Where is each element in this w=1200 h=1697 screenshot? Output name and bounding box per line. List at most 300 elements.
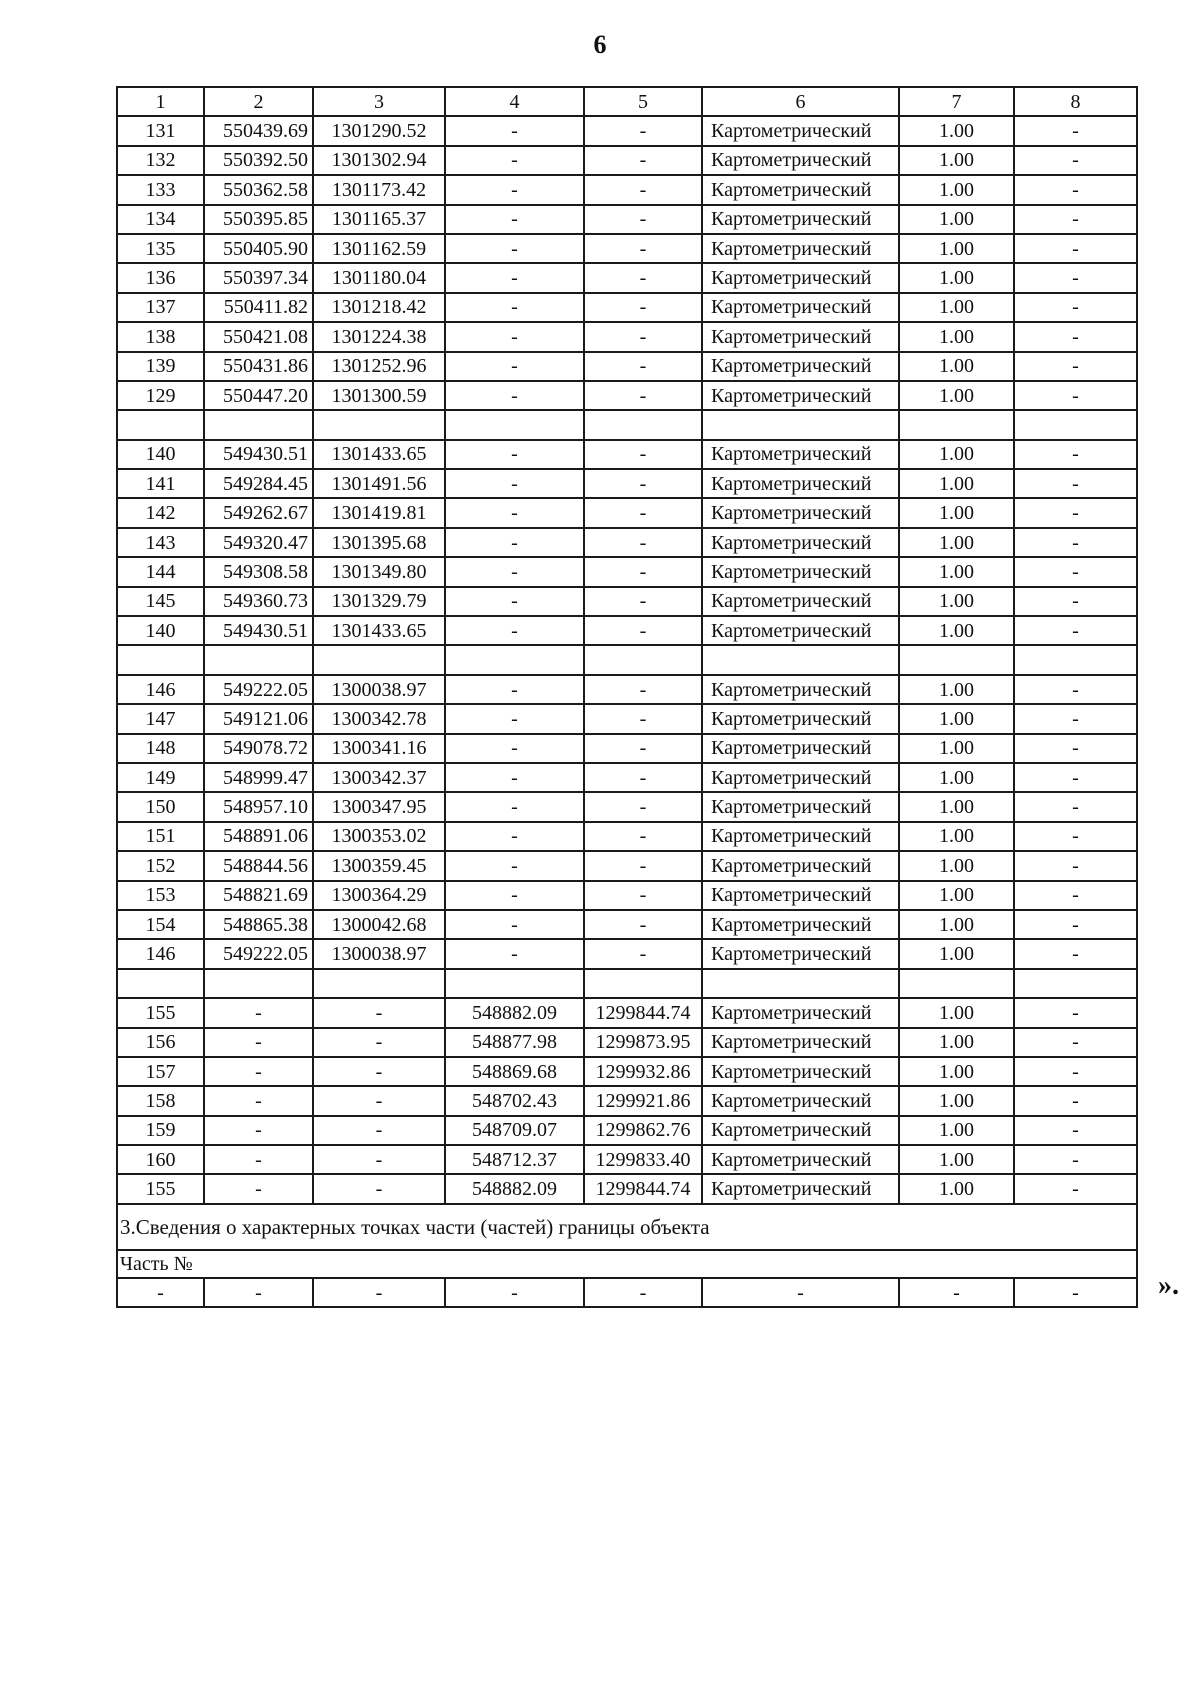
accuracy-cell: 1.00	[899, 998, 1014, 1027]
point-number-cell: 133	[117, 175, 204, 204]
method-cell: Картометрический	[702, 939, 899, 968]
description-cell: -	[1014, 381, 1137, 410]
table-row	[117, 381, 1137, 410]
empty-cell	[702, 410, 899, 439]
x-new-cell: 548702.43	[445, 1086, 584, 1115]
accuracy-cell: 1.00	[899, 263, 1014, 292]
y-new-cell: -	[584, 234, 702, 263]
method-cell: Картометрический	[702, 557, 899, 586]
x-cell: 550392.50	[204, 146, 313, 175]
point-number-cell: 146	[117, 939, 204, 968]
table-row	[117, 1116, 1137, 1145]
x-cell: 549078.72	[204, 734, 313, 763]
y-cell: -	[313, 998, 445, 1027]
column-header: 2	[204, 87, 313, 116]
table-row	[117, 116, 1137, 145]
column-header: 7	[899, 87, 1014, 116]
table-row	[117, 263, 1137, 292]
description-cell: -	[1014, 734, 1137, 763]
y-new-cell: 1299844.74	[584, 1174, 702, 1203]
x-new-cell: -	[445, 440, 584, 469]
method-cell: Картометрический	[702, 205, 899, 234]
final-cell: -	[702, 1278, 899, 1307]
x-cell: 550439.69	[204, 116, 313, 145]
empty-cell	[584, 645, 702, 674]
y-new-cell: -	[584, 528, 702, 557]
accuracy-cell: 1.00	[899, 616, 1014, 645]
y-cell: -	[313, 1057, 445, 1086]
group-separator-row	[117, 645, 1137, 674]
y-new-cell: -	[584, 175, 702, 204]
description-cell: -	[1014, 1145, 1137, 1174]
section-3-title: 3.Сведения о характерных точках части (частей) границы объекта	[117, 1204, 1137, 1250]
table-row	[117, 998, 1137, 1027]
empty-cell	[204, 969, 313, 998]
method-cell: Картометрический	[702, 293, 899, 322]
y-new-cell: -	[584, 881, 702, 910]
y-new-cell: 1299862.76	[584, 1116, 702, 1145]
x-cell: 548821.69	[204, 881, 313, 910]
description-cell: -	[1014, 822, 1137, 851]
x-new-cell: -	[445, 822, 584, 851]
final-cell: -	[204, 1278, 313, 1307]
description-cell: -	[1014, 1116, 1137, 1145]
part-label-row	[117, 1250, 1137, 1278]
accuracy-cell: 1.00	[899, 352, 1014, 381]
method-cell: Картометрический	[702, 675, 899, 704]
x-cell: 549262.67	[204, 498, 313, 527]
y-new-cell: -	[584, 822, 702, 851]
accuracy-cell: 1.00	[899, 704, 1014, 733]
y-cell: 1301252.96	[313, 352, 445, 381]
point-number-cell: 135	[117, 234, 204, 263]
accuracy-cell: 1.00	[899, 1028, 1014, 1057]
x-new-cell: -	[445, 381, 584, 410]
point-number-cell: 139	[117, 352, 204, 381]
x-new-cell: -	[445, 263, 584, 292]
point-number-cell: 138	[117, 322, 204, 351]
x-cell: -	[204, 1028, 313, 1057]
closing-quote-icon: ».	[1158, 1270, 1179, 1301]
table-row	[117, 146, 1137, 175]
y-new-cell: -	[584, 263, 702, 292]
point-number-cell: 131	[117, 116, 204, 145]
method-cell: Картометрический	[702, 763, 899, 792]
point-number-cell: 150	[117, 792, 204, 821]
x-cell: -	[204, 1116, 313, 1145]
y-new-cell: -	[584, 293, 702, 322]
y-new-cell: -	[584, 557, 702, 586]
accuracy-cell: 1.00	[899, 939, 1014, 968]
y-cell: 1301329.79	[313, 587, 445, 616]
y-new-cell: 1299873.95	[584, 1028, 702, 1057]
final-cell: -	[313, 1278, 445, 1307]
method-cell: Картометрический	[702, 734, 899, 763]
x-new-cell: -	[445, 352, 584, 381]
x-new-cell: -	[445, 234, 584, 263]
table-row	[117, 763, 1137, 792]
accuracy-cell: 1.00	[899, 293, 1014, 322]
description-cell: -	[1014, 352, 1137, 381]
x-cell: 548999.47	[204, 763, 313, 792]
table-row	[117, 322, 1137, 351]
y-cell: 1301162.59	[313, 234, 445, 263]
point-number-cell: 143	[117, 528, 204, 557]
x-new-cell: 548877.98	[445, 1028, 584, 1057]
table-row	[117, 440, 1137, 469]
y-cell: 1301491.56	[313, 469, 445, 498]
method-cell: Картометрический	[702, 146, 899, 175]
x-cell: 549222.05	[204, 675, 313, 704]
x-cell: 550405.90	[204, 234, 313, 263]
y-cell: 1301165.37	[313, 205, 445, 234]
x-new-cell: -	[445, 763, 584, 792]
description-cell: -	[1014, 146, 1137, 175]
x-cell: 550411.82	[204, 293, 313, 322]
point-number-cell: 159	[117, 1116, 204, 1145]
empty-cell	[899, 969, 1014, 998]
y-cell: 1301173.42	[313, 175, 445, 204]
method-cell: Картометрический	[702, 587, 899, 616]
x-new-cell: -	[445, 881, 584, 910]
accuracy-cell: 1.00	[899, 146, 1014, 175]
method-cell: Картометрический	[702, 352, 899, 381]
empty-cell	[899, 410, 1014, 439]
table-row	[117, 910, 1137, 939]
accuracy-cell: 1.00	[899, 910, 1014, 939]
empty-cell	[117, 969, 204, 998]
y-cell: 1301180.04	[313, 263, 445, 292]
table-row	[117, 939, 1137, 968]
method-cell: Картометрический	[702, 440, 899, 469]
description-cell: -	[1014, 293, 1137, 322]
y-new-cell: -	[584, 851, 702, 880]
method-cell: Картометрический	[702, 910, 899, 939]
y-cell: 1300353.02	[313, 822, 445, 851]
point-number-cell: 160	[117, 1145, 204, 1174]
x-cell: 550397.34	[204, 263, 313, 292]
table-row	[117, 792, 1137, 821]
description-cell: -	[1014, 881, 1137, 910]
table-row	[117, 881, 1137, 910]
y-new-cell: -	[584, 910, 702, 939]
x-cell: 549430.51	[204, 616, 313, 645]
y-new-cell: -	[584, 440, 702, 469]
group-separator-row	[117, 969, 1137, 998]
group-separator-row	[117, 410, 1137, 439]
method-cell: Картометрический	[702, 116, 899, 145]
x-new-cell: -	[445, 322, 584, 351]
x-new-cell: -	[445, 498, 584, 527]
part-number-label: Часть №	[117, 1250, 1137, 1278]
empty-cell	[702, 969, 899, 998]
accuracy-cell: 1.00	[899, 1057, 1014, 1086]
method-cell: Картометрический	[702, 1028, 899, 1057]
accuracy-cell: 1.00	[899, 440, 1014, 469]
y-cell: 1301395.68	[313, 528, 445, 557]
point-number-cell: 153	[117, 881, 204, 910]
x-cell: 549222.05	[204, 939, 313, 968]
description-cell: -	[1014, 910, 1137, 939]
x-cell: 549308.58	[204, 557, 313, 586]
table-row	[117, 822, 1137, 851]
y-cell: 1301419.81	[313, 498, 445, 527]
x-cell: 548957.10	[204, 792, 313, 821]
table-row	[117, 205, 1137, 234]
y-new-cell: 1299932.86	[584, 1057, 702, 1086]
point-number-cell: 144	[117, 557, 204, 586]
page-number: 6	[593, 30, 607, 59]
description-cell: -	[1014, 792, 1137, 821]
x-new-cell: -	[445, 146, 584, 175]
accuracy-cell: 1.00	[899, 792, 1014, 821]
method-cell: Картометрический	[702, 1086, 899, 1115]
point-number-cell: 156	[117, 1028, 204, 1057]
method-cell: Картометрический	[702, 263, 899, 292]
empty-cell	[117, 645, 204, 674]
x-new-cell: -	[445, 675, 584, 704]
final-cell: -	[899, 1278, 1014, 1307]
column-header-row	[117, 87, 1137, 116]
y-cell: 1301349.80	[313, 557, 445, 586]
point-number-cell: 149	[117, 763, 204, 792]
description-cell: -	[1014, 469, 1137, 498]
accuracy-cell: 1.00	[899, 881, 1014, 910]
y-cell: 1300342.78	[313, 704, 445, 733]
point-number-cell: 146	[117, 675, 204, 704]
y-cell: 1301224.38	[313, 322, 445, 351]
y-cell: 1301433.65	[313, 440, 445, 469]
point-number-cell: 129	[117, 381, 204, 410]
empty-cell	[445, 645, 584, 674]
x-new-cell: -	[445, 616, 584, 645]
method-cell: Картометрический	[702, 1057, 899, 1086]
method-cell: Картометрический	[702, 234, 899, 263]
x-cell: 549320.47	[204, 528, 313, 557]
description-cell: -	[1014, 557, 1137, 586]
method-cell: Картометрический	[702, 469, 899, 498]
empty-cell	[445, 410, 584, 439]
final-cell: -	[445, 1278, 584, 1307]
empty-cell	[313, 410, 445, 439]
description-cell: -	[1014, 851, 1137, 880]
accuracy-cell: 1.00	[899, 822, 1014, 851]
table-body	[117, 87, 1137, 1307]
y-new-cell: -	[584, 792, 702, 821]
y-new-cell: -	[584, 939, 702, 968]
y-cell: -	[313, 1174, 445, 1203]
empty-cell	[313, 969, 445, 998]
empty-cell	[445, 969, 584, 998]
x-new-cell: -	[445, 557, 584, 586]
empty-cell	[584, 410, 702, 439]
method-cell: Картометрический	[702, 1174, 899, 1203]
boundary-points-table	[116, 86, 1138, 1308]
table-row	[117, 734, 1137, 763]
x-new-cell: -	[445, 469, 584, 498]
point-number-cell: 136	[117, 263, 204, 292]
table-row	[117, 469, 1137, 498]
method-cell: Картометрический	[702, 616, 899, 645]
method-cell: Картометрический	[702, 175, 899, 204]
y-new-cell: 1299921.86	[584, 1086, 702, 1115]
y-new-cell: -	[584, 381, 702, 410]
description-cell: -	[1014, 998, 1137, 1027]
point-number-cell: 147	[117, 704, 204, 733]
description-cell: -	[1014, 939, 1137, 968]
description-cell: -	[1014, 205, 1137, 234]
x-new-cell: -	[445, 910, 584, 939]
table-row	[117, 1057, 1137, 1086]
y-cell: -	[313, 1116, 445, 1145]
y-new-cell: -	[584, 469, 702, 498]
point-number-cell: 152	[117, 851, 204, 880]
y-new-cell: -	[584, 498, 702, 527]
y-cell: 1300038.97	[313, 675, 445, 704]
x-new-cell: -	[445, 734, 584, 763]
x-cell: 549360.73	[204, 587, 313, 616]
y-cell: 1301433.65	[313, 616, 445, 645]
point-number-cell: 140	[117, 440, 204, 469]
empty-cell	[1014, 969, 1137, 998]
y-new-cell: -	[584, 675, 702, 704]
method-cell: Картометрический	[702, 528, 899, 557]
method-cell: Картометрический	[702, 498, 899, 527]
description-cell: -	[1014, 1028, 1137, 1057]
description-cell: -	[1014, 116, 1137, 145]
x-new-cell: -	[445, 175, 584, 204]
section-3-row	[117, 1204, 1137, 1250]
table-row	[117, 557, 1137, 586]
x-cell: -	[204, 1145, 313, 1174]
accuracy-cell: 1.00	[899, 557, 1014, 586]
point-number-cell: 142	[117, 498, 204, 527]
point-number-cell: 158	[117, 1086, 204, 1115]
y-cell: 1301300.59	[313, 381, 445, 410]
y-new-cell: -	[584, 116, 702, 145]
accuracy-cell: 1.00	[899, 587, 1014, 616]
final-cell: -	[117, 1278, 204, 1307]
x-new-cell: 548709.07	[445, 1116, 584, 1145]
empty-cell	[204, 645, 313, 674]
method-cell: Картометрический	[702, 998, 899, 1027]
method-cell: Картометрический	[702, 881, 899, 910]
description-cell: -	[1014, 1174, 1137, 1203]
point-number-cell: 155	[117, 998, 204, 1027]
x-cell: 550447.20	[204, 381, 313, 410]
description-cell: -	[1014, 704, 1137, 733]
accuracy-cell: 1.00	[899, 1116, 1014, 1145]
point-number-cell: 145	[117, 587, 204, 616]
accuracy-cell: 1.00	[899, 1174, 1014, 1203]
empty-cell	[117, 410, 204, 439]
description-cell: -	[1014, 587, 1137, 616]
x-cell: 549430.51	[204, 440, 313, 469]
accuracy-cell: 1.00	[899, 116, 1014, 145]
y-cell: 1301218.42	[313, 293, 445, 322]
point-number-cell: 140	[117, 616, 204, 645]
table-row	[117, 1145, 1137, 1174]
x-new-cell: 548882.09	[445, 998, 584, 1027]
x-cell: 550431.86	[204, 352, 313, 381]
table-row	[117, 1028, 1137, 1057]
empty-cell	[313, 645, 445, 674]
method-cell: Картометрический	[702, 1145, 899, 1174]
accuracy-cell: 1.00	[899, 469, 1014, 498]
accuracy-cell: 1.00	[899, 734, 1014, 763]
x-new-cell: -	[445, 792, 584, 821]
x-cell: 550395.85	[204, 205, 313, 234]
table-row	[117, 851, 1137, 880]
x-cell: 549121.06	[204, 704, 313, 733]
y-cell: 1300364.29	[313, 881, 445, 910]
point-number-cell: 141	[117, 469, 204, 498]
y-cell: 1300341.16	[313, 734, 445, 763]
x-cell: 550421.08	[204, 322, 313, 351]
accuracy-cell: 1.00	[899, 322, 1014, 351]
description-cell: -	[1014, 1086, 1137, 1115]
y-new-cell: -	[584, 734, 702, 763]
x-cell: 548865.38	[204, 910, 313, 939]
description-cell: -	[1014, 263, 1137, 292]
accuracy-cell: 1.00	[899, 205, 1014, 234]
column-header: 1	[117, 87, 204, 116]
method-cell: Картометрический	[702, 381, 899, 410]
x-new-cell: -	[445, 293, 584, 322]
y-cell: 1301302.94	[313, 146, 445, 175]
x-new-cell: -	[445, 205, 584, 234]
empty-cell	[204, 410, 313, 439]
table-row	[117, 616, 1137, 645]
column-header: 5	[584, 87, 702, 116]
empty-cell	[1014, 410, 1137, 439]
y-new-cell: -	[584, 322, 702, 351]
table-row	[117, 587, 1137, 616]
method-cell: Картометрический	[702, 851, 899, 880]
accuracy-cell: 1.00	[899, 675, 1014, 704]
description-cell: -	[1014, 616, 1137, 645]
description-cell: -	[1014, 322, 1137, 351]
x-new-cell: 548882.09	[445, 1174, 584, 1203]
method-cell: Картометрический	[702, 704, 899, 733]
final-row	[117, 1278, 1137, 1307]
column-header: 6	[702, 87, 899, 116]
accuracy-cell: 1.00	[899, 1145, 1014, 1174]
y-new-cell: -	[584, 704, 702, 733]
accuracy-cell: 1.00	[899, 1086, 1014, 1115]
description-cell: -	[1014, 498, 1137, 527]
column-header: 4	[445, 87, 584, 116]
x-cell: 549284.45	[204, 469, 313, 498]
x-cell: -	[204, 998, 313, 1027]
x-new-cell: -	[445, 939, 584, 968]
point-number-cell: 154	[117, 910, 204, 939]
x-cell: 548844.56	[204, 851, 313, 880]
table-row	[117, 528, 1137, 557]
accuracy-cell: 1.00	[899, 528, 1014, 557]
empty-cell	[584, 969, 702, 998]
x-cell: -	[204, 1086, 313, 1115]
x-new-cell: -	[445, 116, 584, 145]
point-number-cell: 151	[117, 822, 204, 851]
y-cell: 1300359.45	[313, 851, 445, 880]
description-cell: -	[1014, 1057, 1137, 1086]
empty-cell	[899, 645, 1014, 674]
y-new-cell: -	[584, 587, 702, 616]
accuracy-cell: 1.00	[899, 498, 1014, 527]
y-new-cell: -	[584, 352, 702, 381]
description-cell: -	[1014, 763, 1137, 792]
